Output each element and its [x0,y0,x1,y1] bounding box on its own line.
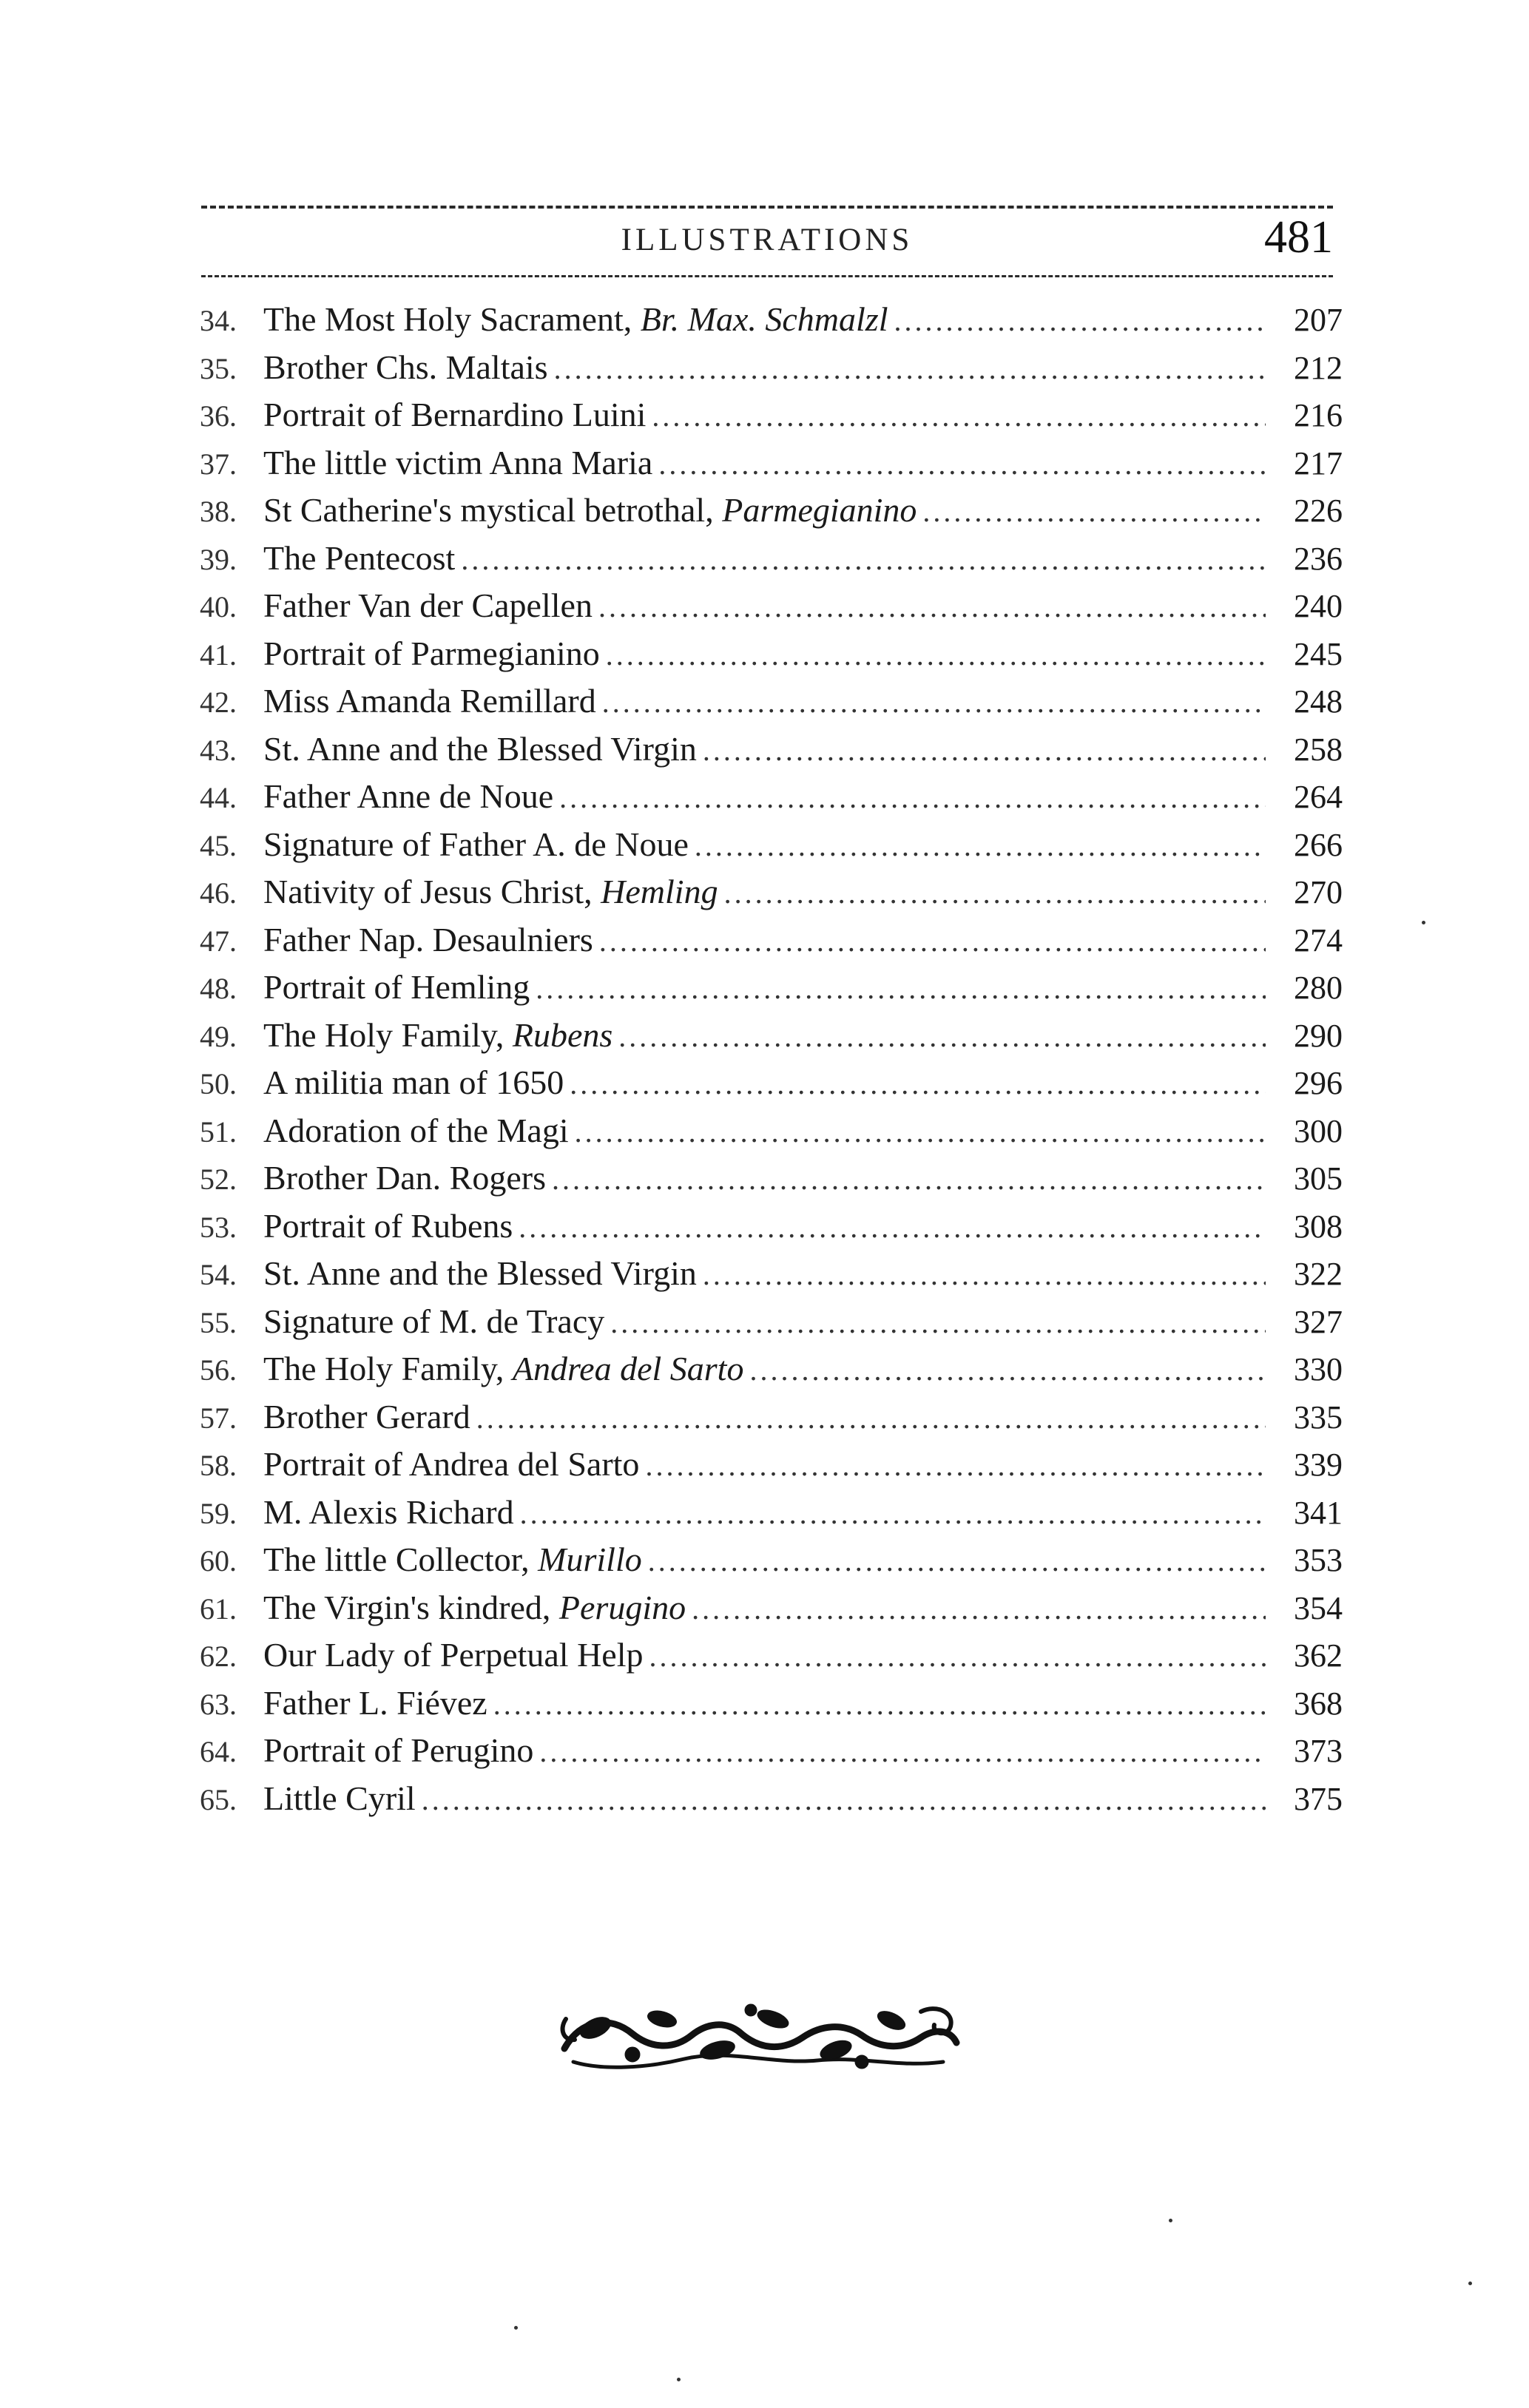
entry-page: 216 [1294,397,1343,433]
entry-page: 339 [1294,1447,1343,1483]
dot-leader [749,1347,1266,1395]
entry-number: 48. [200,972,237,1005]
entry-title-text: Father L. Fiévez [263,1683,487,1722]
entry-title-text: Adoration of the Magi [263,1111,569,1149]
entry-page: 212 [1294,349,1343,386]
entry-title [263,391,646,439]
entry-page: 280 [1294,970,1343,1006]
list-item [200,1584,1343,1632]
dot-leader [692,1586,1266,1634]
entry-title [263,1584,686,1632]
entry-title [263,630,600,678]
entry-page: 373 [1294,1733,1343,1769]
entry-page: 290 [1294,1017,1343,1054]
entry-page: 305 [1294,1160,1343,1197]
dot-leader [599,918,1266,966]
list-item [200,344,1343,392]
entry-title-text: Nativity of Jesus Christ, [263,873,601,910]
entry-page: 335 [1294,1399,1343,1435]
list-item [200,1631,1343,1680]
list-item [200,582,1343,630]
dot-leader [695,822,1266,870]
list-item [200,487,1343,535]
entry-title [263,1250,697,1298]
list-item [200,916,1343,964]
entry-page: 274 [1294,921,1343,958]
entry-number: 35. [200,351,237,385]
entry-title-text: The Holy Family, [263,1350,513,1387]
entry-title [263,1727,533,1775]
entry-number: 34. [200,304,237,337]
entry-title-text: The little Collector, [263,1540,539,1578]
entry-title [263,439,652,487]
entry-title [263,821,689,869]
entry-title-text: Portrait of Bernardino Luini [263,396,647,433]
entry-page: 236 [1294,540,1343,577]
entry-number: 50. [200,1067,237,1100]
dot-leader [724,870,1266,918]
entry-title-text: Brother Chs. Maltais [263,348,548,386]
entry-title-text: Portrait of Andrea del Sarto [263,1445,640,1483]
entry-number: 39. [200,542,237,576]
list-item [200,1107,1343,1155]
entry-title [263,1441,639,1489]
entry-number: 46. [200,876,237,910]
entry-page: 308 [1294,1208,1343,1245]
entry-page: 248 [1294,683,1343,720]
entry-number: 38. [200,495,237,528]
list-item [200,1154,1343,1203]
entry-title-text: Portrait of Rubens [263,1206,513,1245]
list-item [200,391,1343,439]
list-item [200,1536,1343,1584]
entry-title [263,1536,642,1584]
dot-leader [598,584,1266,632]
entry-number: 58. [200,1449,237,1482]
list-item [200,1775,1343,1823]
entry-page: 226 [1294,493,1343,529]
entry-number: 63. [200,1687,237,1721]
entry-title-text: St. Anne and the Blessed Virgin [263,1254,697,1292]
entry-page: 300 [1294,1112,1343,1149]
dot-leader [539,1728,1266,1776]
entry-page: 217 [1294,444,1343,481]
list-item [200,1250,1343,1298]
entry-page: 266 [1294,826,1343,863]
entry-number: 47. [200,924,237,958]
entry-number: 44. [200,781,237,814]
entry-number: 41. [200,637,237,672]
dot-leader [575,1109,1266,1157]
list-item [200,964,1343,1012]
entry-number: 52. [200,1163,237,1196]
list-item [200,1489,1343,1537]
entry-number: 57. [200,1401,237,1435]
dot-leader [559,774,1266,822]
entry-number: 54. [200,1258,237,1291]
entry-page: 270 [1294,874,1343,910]
dot-leader [894,297,1266,345]
entry-number: 64. [200,1735,237,1768]
entry-artist: Murillo [538,1540,642,1578]
entry-title [263,1154,546,1203]
dot-leader [703,727,1266,775]
entry-number: 55. [200,1305,237,1339]
entry-artist: Hemling [601,873,718,910]
paper-speck [677,2378,681,2381]
paper-speck [1468,2282,1472,2285]
entry-title [263,1345,743,1393]
entry-title [263,1489,514,1537]
list-item [200,1298,1343,1346]
list-item [200,1680,1343,1728]
dot-leader [648,1538,1266,1586]
entry-page: 207 [1294,302,1343,338]
entry-title-text: Signature of Father A. de Noue [263,825,689,863]
entry-page: 327 [1294,1303,1343,1340]
floral-tailpiece-icon [551,1997,965,2074]
list-item [200,821,1343,869]
entry-title-text: A militia man of 1650 [263,1063,564,1101]
dot-leader [922,488,1266,536]
dot-leader [554,345,1266,393]
entry-title [263,773,553,821]
list-item [200,1393,1343,1441]
list-item [200,1727,1343,1775]
dot-leader [519,1204,1266,1252]
entry-number: 45. [200,828,237,862]
entry-title [263,1107,569,1155]
entry-number: 36. [200,399,237,433]
entry-title-text: Father Anne de Noue [263,777,554,815]
running-head: ILLUSTRATIONS [621,223,914,257]
dot-leader [570,1061,1266,1109]
header-rule-top [201,206,1333,209]
entry-title-text: The little victim Anna Maria [263,443,653,481]
entry-page: 258 [1294,731,1343,768]
list-item [200,1012,1343,1060]
entry-page: 341 [1294,1494,1343,1531]
entry-title [263,535,455,583]
list-item [200,868,1343,916]
entry-number: 56. [200,1353,237,1387]
entry-page: 296 [1294,1065,1343,1101]
entry-page: 322 [1294,1256,1343,1292]
entry-number: 37. [200,447,237,481]
dot-leader [652,393,1266,441]
dot-leader [618,1013,1266,1061]
entry-number: 65. [200,1782,237,1816]
entry-title-text: Our Lady of Perpetual Help [263,1636,644,1674]
dot-leader [536,965,1266,1013]
entry-title-text: Father Nap. Desaulniers [263,920,593,958]
entry-title [263,1298,604,1346]
entry-artist: Andrea del Sarto [512,1350,744,1387]
entry-page: 245 [1294,635,1343,672]
entry-page: 375 [1294,1780,1343,1817]
entry-title-text: The Virgin's kindred, [263,1588,559,1626]
entry-title [263,487,917,535]
entry-page: 353 [1294,1542,1343,1578]
paper-speck [514,2326,518,2330]
list-item [200,1441,1343,1489]
entry-title-text: The Most Holy Sacrament, [263,300,641,338]
entry-number: 59. [200,1496,237,1530]
entry-artist: Br. Max. Schmalzl [640,300,888,338]
entry-title-text: Father Van der Capellen [263,586,593,624]
list-item [200,535,1343,583]
list-item [200,677,1343,726]
dot-leader [602,679,1266,727]
dot-leader [476,1395,1266,1443]
entry-artist: Parmegianino [722,491,917,529]
entry-number: 49. [200,1019,237,1053]
entry-title-text: Little Cyril [263,1779,416,1817]
entry-title [263,1680,487,1728]
entry-number: 40. [200,590,237,623]
entry-number: 62. [200,1640,237,1673]
list-item [200,1345,1343,1393]
entry-title-text: Portrait of Perugino [263,1731,534,1769]
entry-page: 264 [1294,779,1343,815]
entry-page: 330 [1294,1351,1343,1387]
entry-title [263,1631,644,1680]
entry-title-text: Miss Amanda Remillard [263,682,596,720]
entry-title-text: Portrait of Hemling [263,968,530,1006]
entry-number: 60. [200,1544,237,1577]
illustrations-list [200,296,1343,1822]
entry-title [263,1059,564,1107]
dot-leader [658,441,1266,489]
entry-title [263,964,530,1012]
entry-number: 51. [200,1115,237,1149]
entry-title [263,916,593,964]
entry-title [263,1012,612,1060]
entry-title [263,726,697,774]
entry-title [263,1393,470,1441]
entry-page: 362 [1294,1637,1343,1674]
entry-title [263,868,718,916]
page-number: 481 [1264,212,1333,263]
paper-speck [1169,2219,1172,2222]
entry-page: 368 [1294,1685,1343,1722]
entry-title [263,344,548,392]
entry-number: 53. [200,1210,237,1244]
entry-number: 61. [200,1592,237,1626]
entry-title-text: M. Alexis Richard [263,1492,514,1531]
list-item [200,439,1343,487]
entry-artist: Rubens [512,1015,613,1054]
list-item [200,773,1343,821]
entry-page: 354 [1294,1589,1343,1626]
entry-title [263,582,593,630]
list-item [200,1203,1343,1251]
entry-title-text: St. Anne and the Blessed Virgin [263,729,697,768]
dot-leader [610,1299,1266,1347]
dot-leader [520,1490,1266,1538]
entry-title-text: St Catherine's mystical betrothal, [263,491,723,529]
entry-title-text: The Pentecost [263,538,456,577]
entry-title-text: Signature of M. de Tracy [263,1302,605,1340]
header-rule-bottom [201,275,1333,277]
entry-title [263,1775,416,1823]
entry-title [263,1203,513,1251]
entry-title-text: Portrait of Parmegianino [263,634,600,672]
entry-title-text: Brother Gerard [263,1397,470,1435]
entry-page: 240 [1294,588,1343,624]
entry-title-text: Brother Dan. Rogers [263,1159,546,1197]
entry-artist: Perugino [558,1588,686,1626]
entry-number: 43. [200,733,237,767]
dot-leader [703,1251,1266,1299]
dot-leader [645,1442,1266,1490]
entry-title-text: The Holy Family, [263,1015,513,1054]
entry-title [263,296,888,344]
list-item [200,1059,1343,1107]
dot-leader [606,632,1266,680]
entry-title [263,677,596,726]
dot-leader [461,536,1266,584]
list-item [200,296,1343,344]
dot-leader [422,1776,1266,1824]
dot-leader [493,1681,1266,1729]
list-item [200,726,1343,774]
entry-number: 42. [200,686,237,719]
dot-leader [649,1633,1266,1681]
paper-speck [1422,921,1425,924]
list-item [200,630,1343,678]
dot-leader [552,1156,1266,1204]
